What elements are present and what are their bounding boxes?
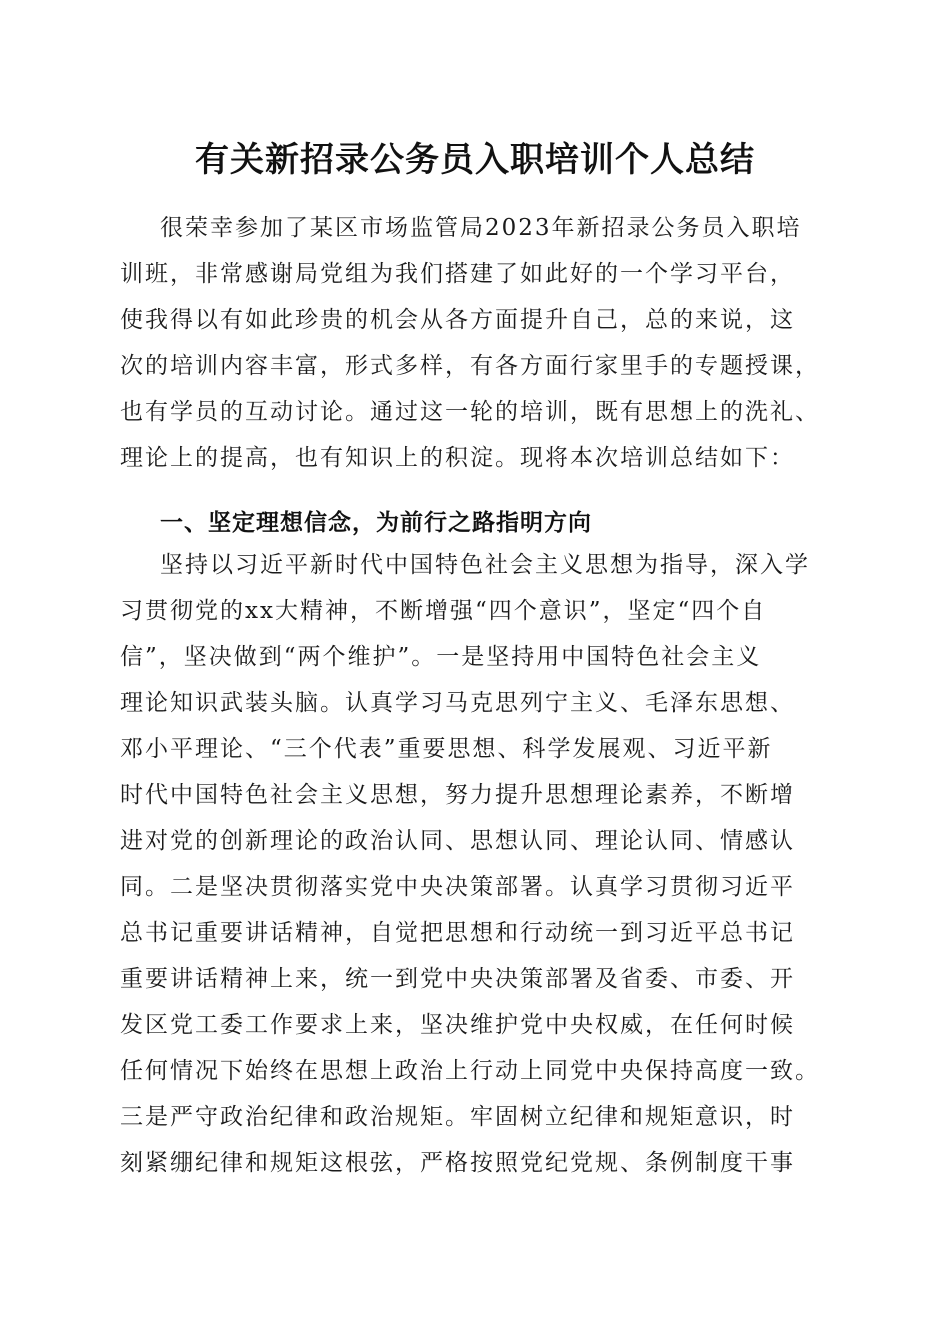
paragraph-line: 习贯彻党的xx大精神，不断增强“四个意识”，坚定“四个自 (120, 598, 767, 624)
paragraph-line: 很荣幸参加了某区市场监管局2023年新招录公务员入职培 (160, 215, 802, 241)
paragraph-line: 理论知识武装头脑。认真学习马克思列宁主义、毛泽东思想、 (120, 690, 795, 716)
paragraph-line: 邓小平理论、“三个代表”重要思想、科学发展观、习近平新 (120, 736, 773, 762)
paragraph-line: 刻紧绷纪律和规矩这根弦，严格按照党纪党规、条例制度干事 (120, 1150, 795, 1176)
intro-paragraph (120, 205, 830, 481)
paragraph-line: 三是严守政治纪律和政治规矩。牢固树立纪律和规矩意识，时 (120, 1104, 795, 1130)
paragraph-line: 发区党工委工作要求上来，坚决维护党中央权威，在任何时候 (120, 1012, 795, 1038)
paragraph-line: 次的培训内容丰富，形式多样，有各方面行家里手的专题授课， (120, 353, 820, 379)
section-heading-text: 一、坚定理想信念，为前行之路指明方向 (160, 510, 592, 536)
paragraph-line: 总书记重要讲话精神，自觉把思想和行动统一到习近平总书记 (120, 920, 795, 946)
paragraph-line: 同。二是坚决贯彻落实党中央决策部署。认真学习贯彻习近平 (120, 874, 795, 900)
paragraph-line: 进对党的创新理论的政治认同、思想认同、理论认同、情感认 (120, 828, 795, 854)
paragraph-line: 训班，非常感谢局党组为我们搭建了如此好的一个学习平台， (120, 261, 795, 287)
paragraph-line: 信”，坚决做到“两个维护”。一是坚持用中国特色社会主义 (120, 644, 762, 670)
paragraph-line: 坚持以习近平新时代中国特色社会主义思想为指导，深入学 (160, 552, 810, 578)
paragraph-line: 重要讲话精神上来，统一到党中央决策部署及省委、市委、开 (120, 966, 795, 992)
section-paragraph (120, 542, 830, 1186)
section-heading (120, 500, 830, 546)
paragraph-line: 理论上的提高，也有知识上的积淀。现将本次培训总结如下： (120, 445, 795, 471)
paragraph-line: 时代中国特色社会主义思想，努力提升思想理论素养，不断增 (120, 782, 795, 808)
paragraph-line: 也有学员的互动讨论。通过这一轮的培训，既有思想上的洗礼、 (120, 399, 820, 425)
paragraph-line: 使我得以有如此珍贵的机会从各方面提升自己，总的来说，这 (120, 307, 795, 333)
document-title: 有关新招录公务员入职培训个人总结 (195, 140, 755, 180)
paragraph-line: 任何情况下始终在思想上政治上行动上同党中央保持高度一致。 (120, 1058, 820, 1084)
